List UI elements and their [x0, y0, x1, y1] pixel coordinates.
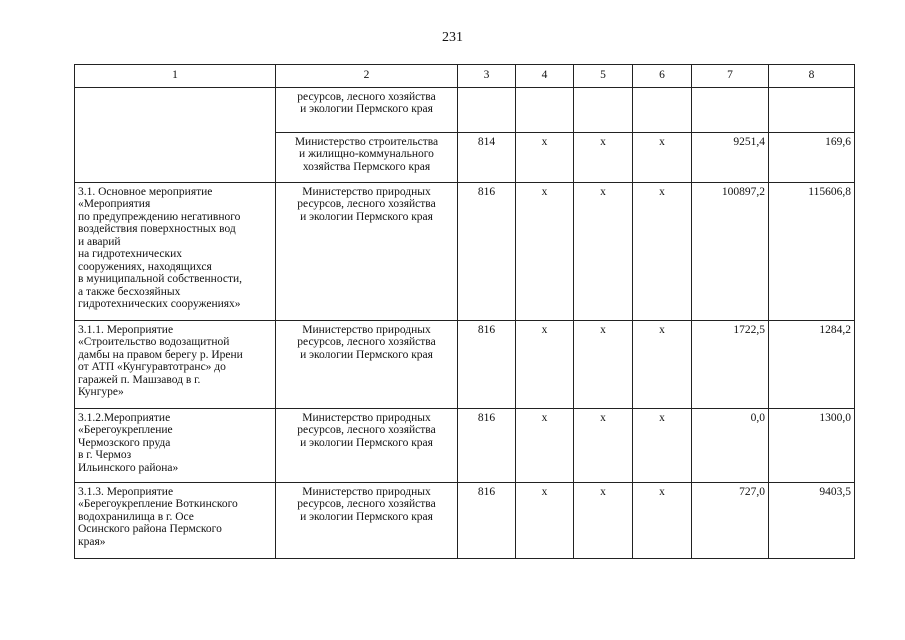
amount-cell: 100897,2: [692, 182, 769, 320]
amount-cell: [692, 87, 769, 132]
amount-cell: 727,0: [692, 482, 769, 558]
executor-cell: Министерство строительства и жилищно-коммунального хозяйства Пермского края: [276, 132, 458, 182]
code-cell: 816: [458, 182, 516, 320]
value-cell: х: [516, 182, 574, 320]
amount-cell: 169,6: [769, 132, 855, 182]
amount-cell: 1284,2: [769, 320, 855, 408]
executor-cell: Министерство природных ресурсов, лесного хозяйства и экологии Пермского края: [276, 482, 458, 558]
column-header: 3: [458, 65, 516, 88]
column-header: 1: [75, 65, 276, 88]
value-cell: х: [633, 408, 692, 482]
budget-table: [74, 64, 855, 559]
table-row: [75, 408, 855, 482]
value-cell: х: [516, 132, 574, 182]
value-cell: х: [574, 482, 633, 558]
value-cell: [633, 87, 692, 132]
amount-cell: 9251,4: [692, 132, 769, 182]
table-row: [75, 87, 855, 132]
amount-cell: 115606,8: [769, 182, 855, 320]
executor-cell: Министерство природных ресурсов, лесного хозяйства и экологии Пермского края: [276, 408, 458, 482]
executor-cell: ресурсов, лесного хозяйства и экологии Пермского края: [276, 87, 458, 132]
code-cell: 816: [458, 482, 516, 558]
activity-cell: 3.1.2.Мероприятие «Берегоукрепление Чермозского пруда в г. Чермоз Ильинского района»: [75, 408, 276, 482]
code-cell: [458, 87, 516, 132]
value-cell: [574, 87, 633, 132]
executor-cell: Министерство природных ресурсов, лесного хозяйства и экологии Пермского края: [276, 182, 458, 320]
column-header: 2: [276, 65, 458, 88]
value-cell: х: [574, 132, 633, 182]
value-cell: х: [574, 408, 633, 482]
value-cell: х: [633, 320, 692, 408]
page-number: 231: [442, 30, 463, 45]
value-cell: [516, 87, 574, 132]
value-cell: х: [516, 408, 574, 482]
table-row: [75, 182, 855, 320]
column-header: 7: [692, 65, 769, 88]
value-cell: х: [516, 320, 574, 408]
amount-cell: 0,0: [692, 408, 769, 482]
amount-cell: [769, 87, 855, 132]
value-cell: х: [633, 482, 692, 558]
amount-cell: 1722,5: [692, 320, 769, 408]
value-cell: х: [574, 182, 633, 320]
amount-cell: 1300,0: [769, 408, 855, 482]
activity-cell: 3.1.3. Мероприятие «Берегоукрепление Воткинского водохранилища в г. Осе Осинского района Пермского края»: [75, 482, 276, 558]
table-row: [75, 482, 855, 558]
value-cell: х: [633, 132, 692, 182]
activity-cell: 3.1.1. Мероприятие «Строительство водозащитной дамбы на правом берегу р. Ирени от АТП «Кунгуравтотранс» до гаражей п. Машзавод в г. Кунгуре»: [75, 320, 276, 408]
activity-cell: 3.1. Основное мероприятие «Мероприятия по предупреждению негативного воздействия поверхностных вод и аварий на гидротехнических сооружениях, находящихся в муниципальной собственности, а также бесхозяйных гидротехнических сооружениях»: [75, 182, 276, 320]
header-row: [75, 65, 855, 88]
amount-cell: 9403,5: [769, 482, 855, 558]
code-cell: 814: [458, 132, 516, 182]
code-cell: 816: [458, 408, 516, 482]
activity-cell: [75, 87, 276, 182]
value-cell: х: [633, 182, 692, 320]
executor-cell: Министерство природных ресурсов, лесного хозяйства и экологии Пермского края: [276, 320, 458, 408]
value-cell: х: [516, 482, 574, 558]
column-header: 8: [769, 65, 855, 88]
column-header: 6: [633, 65, 692, 88]
column-header: 5: [574, 65, 633, 88]
value-cell: х: [574, 320, 633, 408]
code-cell: 816: [458, 320, 516, 408]
table-row: [75, 320, 855, 408]
column-header: 4: [516, 65, 574, 88]
